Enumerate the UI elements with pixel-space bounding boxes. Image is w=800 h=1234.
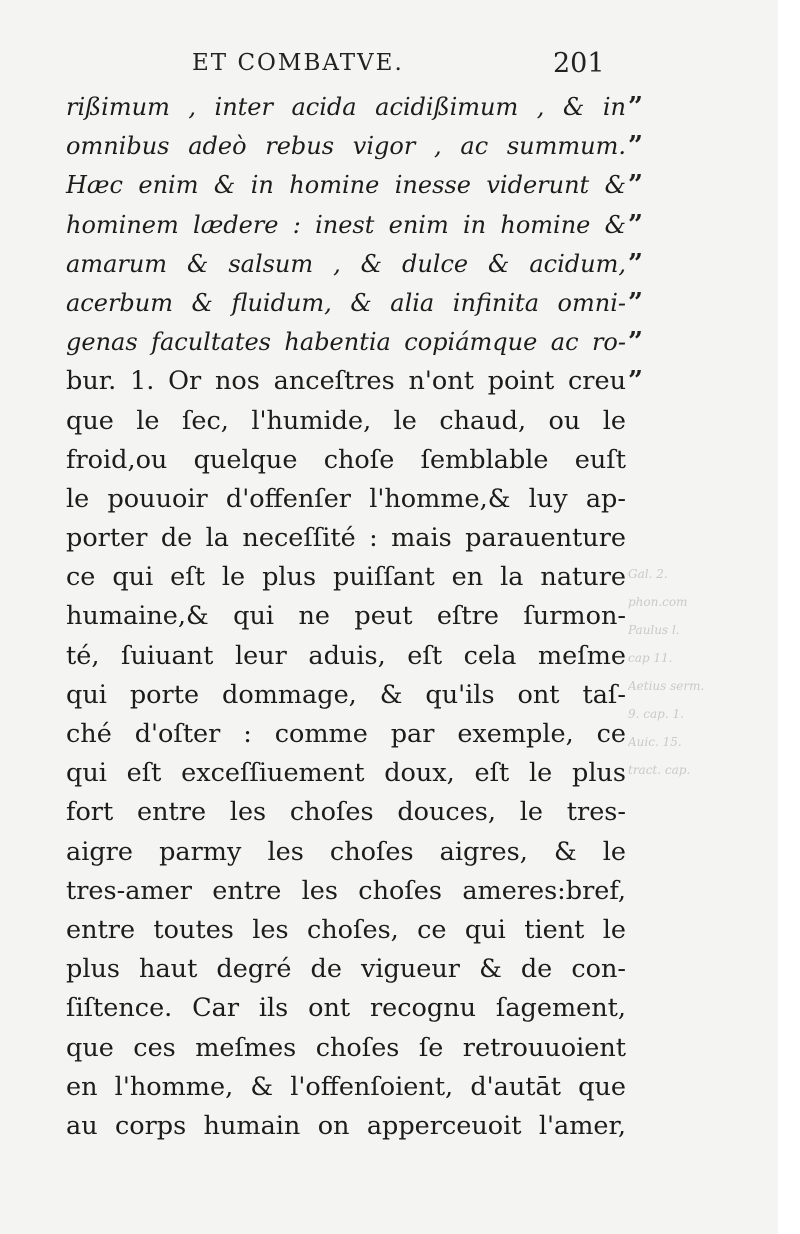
text-line: amarum & salsum , & dulce & acidum, xyxy=(66,249,626,278)
text-line: au corps humain on apperceuoit l'amer, xyxy=(66,1110,626,1141)
quote-mark: ” xyxy=(628,170,643,201)
text-line: té, ſuiuant leur aduis, eſt cela meſme xyxy=(66,640,626,671)
text-line: plus haut degré de vigueur & de con- xyxy=(66,954,626,985)
text-line: ſiſtence. Car ils ont recognu ſagement, xyxy=(66,993,626,1024)
text-line: tres-amer entre les choſes ameres:bref, xyxy=(66,875,626,906)
text-line: omnibus adeò rebus vigor , ac summum. xyxy=(66,132,626,161)
quote-mark: ” xyxy=(628,92,643,122)
text-line: que le ſec, l'humide, le chaud, ou le xyxy=(66,405,626,436)
text-line: que ces meſmes choſes ſe retrouuoient xyxy=(66,1032,626,1063)
text-line: rißimum , inter acida acidißimum , & in xyxy=(66,93,626,121)
text-line: Hæc enim & in homine inesse viderunt & xyxy=(66,171,626,200)
text-line: fort entre les choſes douces, le tres- xyxy=(66,797,626,828)
text-line: humaine,& qui ne peut eſtre ſurmon- xyxy=(66,601,626,632)
page-number: 201 xyxy=(553,48,605,79)
text-line: qui eſt exceſſiuement doux, eſt le plus xyxy=(66,758,626,789)
text-line: aigre parmy les choſes aigres, & le xyxy=(66,836,626,867)
show-through-text: Gal. 2. phon.com Paulus l. cap 11. Aetius serm. 9. cap. 1. Auic. 15. tract. cap. xyxy=(628,567,705,777)
text-line: ce qui eſt le plus puiſſant en la nature xyxy=(66,562,626,593)
text-line: le pouuoir d'offenſer l'homme,& luy ap- xyxy=(66,483,626,514)
quote-mark: ” xyxy=(628,287,643,318)
text-line: froid,ou quelque choſe ſemblable euſt xyxy=(66,444,626,475)
quote-mark: ” xyxy=(628,131,643,162)
text-line: qui porte dommage, & qu'ils ont taſ- xyxy=(66,679,626,710)
running-head: ET COMBATVE. xyxy=(192,50,404,76)
text-line: ché d'oſter : comme par exemple, ce xyxy=(66,719,626,749)
text-line: en l'homme, & l'offenſoient, d'autāt que xyxy=(66,1071,626,1102)
page-edge xyxy=(778,0,800,1234)
text-line: acerbum & fluidum, & alia infinita omni- xyxy=(66,288,626,317)
page-header xyxy=(0,50,800,90)
quote-mark: ” xyxy=(628,209,643,240)
quote-mark: ” xyxy=(628,327,643,358)
body-text xyxy=(66,88,626,1146)
text-line: entre toutes les choſes, ce qui tient le xyxy=(66,914,626,945)
text-line: porter de la neceſſité : mais parauenture xyxy=(66,523,626,554)
text-line: bur. 1. Or nos anceſtres n'ont point creu xyxy=(66,366,626,397)
text-line: hominem lædere : inest enim in homine & xyxy=(66,210,626,239)
text-line: genas facultates habentia copiámque ac ro- xyxy=(66,328,626,357)
quote-mark: ” xyxy=(628,248,643,279)
quote-mark: ” xyxy=(628,366,643,397)
quotation-marks-margin xyxy=(628,88,658,402)
